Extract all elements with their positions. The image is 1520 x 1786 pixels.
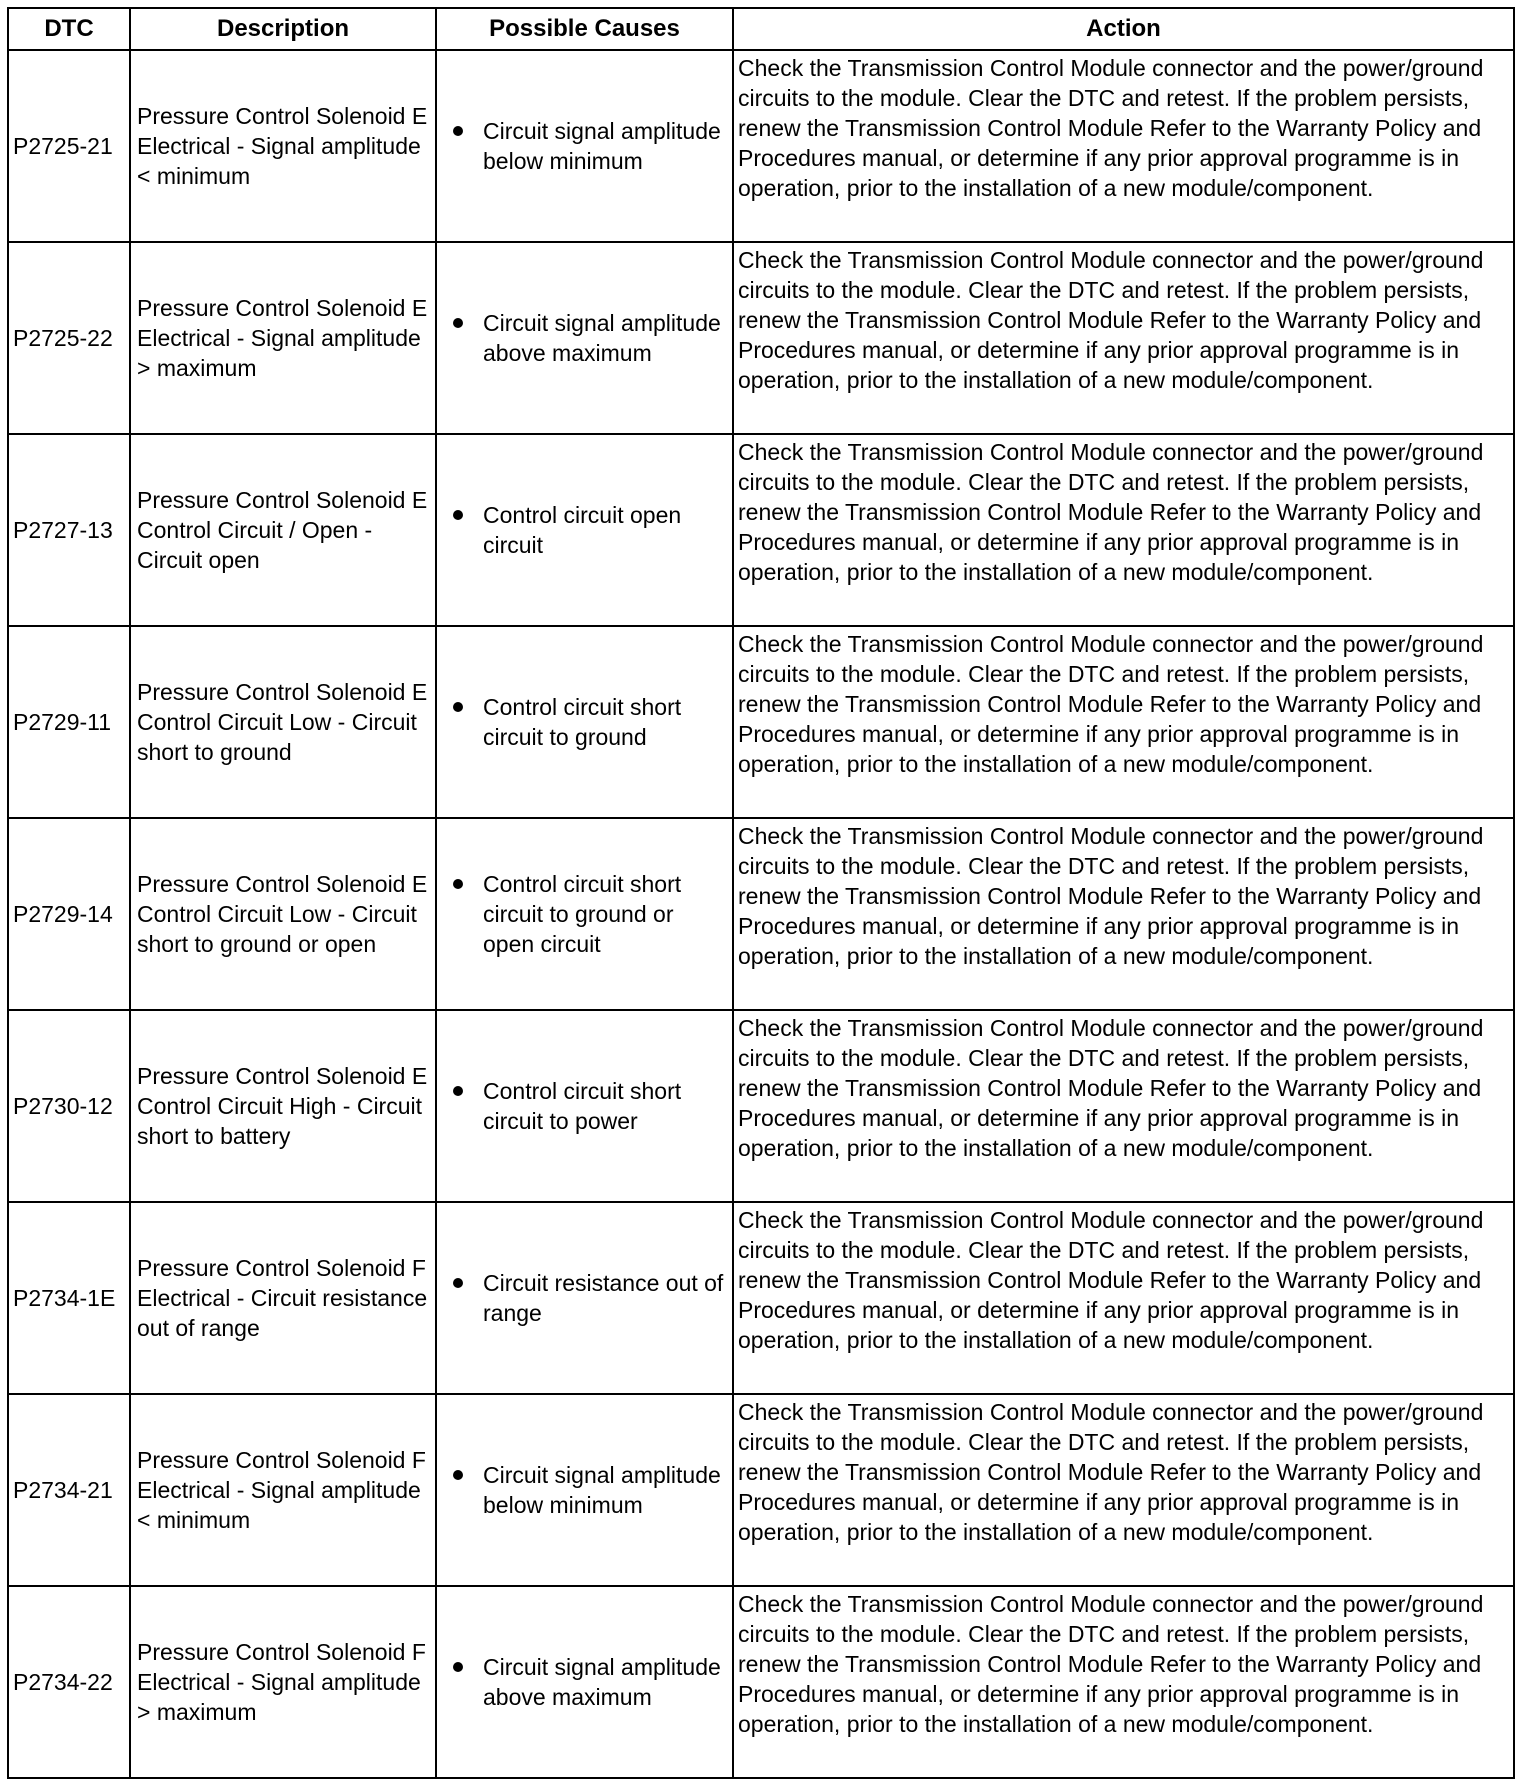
dtc-description: Pressure Control Solenoid F Electrical - Circuit resistance out of range <box>130 1202 436 1394</box>
dtc-code: P2727-13 <box>8 434 130 626</box>
action-text: Check the Transmission Control Module connector and the power/ground circuits to the module. Clear the DTC and retest. If the problem persists, renew the Transmission Control Module Refer to the Warranty Policy and Procedures manual, or determine if any prior approval programme is in operation, prior to the installation of a new module/component. <box>738 439 1484 585</box>
dtc-code: P2725-21 <box>8 50 130 242</box>
dtc-code: P2729-14 <box>8 818 130 1010</box>
table-row <box>8 818 1514 1010</box>
bullet-icon <box>453 126 463 136</box>
action-text: Check the Transmission Control Module connector and the power/ground circuits to the module. Clear the DTC and retest. If the problem persists, renew the Transmission Control Module Refer to the Warranty Policy and Procedures manual, or determine if any prior approval programme is in operation, prior to the installation of a new module/component. <box>738 823 1484 969</box>
table-row <box>8 242 1514 434</box>
table-row <box>8 1202 1514 1394</box>
action-cell <box>733 626 1514 818</box>
possible-cause-cell <box>436 1586 733 1778</box>
bullet-icon <box>453 879 463 889</box>
bullet-icon <box>453 1662 463 1672</box>
possible-cause-cell <box>436 818 733 1010</box>
dtc-description: Pressure Control Solenoid E Electrical - Signal amplitude > maximum <box>130 242 436 434</box>
action-cell <box>733 1202 1514 1394</box>
action-cell <box>733 1586 1514 1778</box>
action-text: Check the Transmission Control Module connector and the power/ground circuits to the module. Clear the DTC and retest. If the problem persists, renew the Transmission Control Module Refer to the Warranty Policy and Procedures manual, or determine if any prior approval programme is in operation, prior to the installation of a new module/component. <box>738 247 1484 393</box>
dtc-description: Pressure Control Solenoid F Electrical - Signal amplitude < minimum <box>130 1394 436 1586</box>
action-cell <box>733 818 1514 1010</box>
dtc-description: Pressure Control Solenoid F Electrical - Signal amplitude > maximum <box>130 1586 436 1778</box>
cause-text: Control circuit short circuit to ground or open circuit <box>483 871 682 957</box>
table-row <box>8 50 1514 242</box>
table-row <box>8 1586 1514 1778</box>
dtc-description: Pressure Control Solenoid E Control Circuit / Open - Circuit open <box>130 434 436 626</box>
cause-item <box>453 1268 728 1328</box>
dtc-description: Pressure Control Solenoid E Electrical - Signal amplitude < minimum <box>130 50 436 242</box>
possible-cause-cell <box>436 1010 733 1202</box>
cause-text: Circuit signal amplitude below minimum <box>483 1462 721 1518</box>
table-body <box>8 50 1514 1778</box>
table-row <box>8 434 1514 626</box>
header-possible-causes: Possible Causes <box>436 8 733 50</box>
cause-text: Control circuit short circuit to ground <box>483 694 682 750</box>
action-cell <box>733 242 1514 434</box>
possible-cause-cell <box>436 1202 733 1394</box>
bullet-icon <box>453 510 463 520</box>
bullet-icon <box>453 702 463 712</box>
header-dtc: DTC <box>8 8 130 50</box>
bullet-icon <box>453 318 463 328</box>
dtc-code: P2729-11 <box>8 626 130 818</box>
bullet-icon <box>453 1470 463 1480</box>
bullet-icon <box>453 1086 463 1096</box>
cause-text: Control circuit open circuit <box>483 502 682 558</box>
dtc-description: Pressure Control Solenoid E Control Circuit Low - Circuit short to ground <box>130 626 436 818</box>
cause-item <box>453 1076 728 1136</box>
dtc-code: P2725-22 <box>8 242 130 434</box>
cause-text: Control circuit short circuit to power <box>483 1078 682 1134</box>
dtc-description: Pressure Control Solenoid E Control Circuit High - Circuit short to battery <box>130 1010 436 1202</box>
action-cell <box>733 1394 1514 1586</box>
table-row <box>8 1010 1514 1202</box>
cause-item <box>453 692 728 752</box>
dtc-code: P2734-22 <box>8 1586 130 1778</box>
cause-item <box>453 869 728 959</box>
table-header <box>8 8 1514 50</box>
cause-item <box>453 116 728 176</box>
action-text: Check the Transmission Control Module connector and the power/ground circuits to the module. Clear the DTC and retest. If the problem persists, renew the Transmission Control Module Refer to the Warranty Policy and Procedures manual, or determine if any prior approval programme is in operation, prior to the installation of a new module/component. <box>738 631 1484 777</box>
header-description: Description <box>130 8 436 50</box>
action-cell <box>733 50 1514 242</box>
dtc-table <box>7 7 1515 1779</box>
action-cell <box>733 1010 1514 1202</box>
cause-item <box>453 1652 728 1712</box>
dtc-code: P2730-12 <box>8 1010 130 1202</box>
header-action: Action <box>733 8 1514 50</box>
possible-cause-cell <box>436 434 733 626</box>
cause-item <box>453 500 728 560</box>
cause-text: Circuit signal amplitude above maximum <box>483 1654 721 1710</box>
bullet-icon <box>453 1278 463 1288</box>
header-row <box>8 8 1514 50</box>
cause-text: Circuit signal amplitude above maximum <box>483 310 721 366</box>
cause-item <box>453 1460 728 1520</box>
table-row <box>8 1394 1514 1586</box>
action-cell <box>733 434 1514 626</box>
cause-text: Circuit resistance out of range <box>483 1270 724 1326</box>
action-text: Check the Transmission Control Module connector and the power/ground circuits to the module. Clear the DTC and retest. If the problem persists, renew the Transmission Control Module Refer to the Warranty Policy and Procedures manual, or determine if any prior approval programme is in operation, prior to the installation of a new module/component. <box>738 1015 1484 1161</box>
possible-cause-cell <box>436 50 733 242</box>
dtc-code: P2734-1E <box>8 1202 130 1394</box>
action-text: Check the Transmission Control Module connector and the power/ground circuits to the module. Clear the DTC and retest. If the problem persists, renew the Transmission Control Module Refer to the Warranty Policy and Procedures manual, or determine if any prior approval programme is in operation, prior to the installation of a new module/component. <box>738 1591 1484 1737</box>
cause-item <box>453 308 728 368</box>
action-text: Check the Transmission Control Module connector and the power/ground circuits to the module. Clear the DTC and retest. If the problem persists, renew the Transmission Control Module Refer to the Warranty Policy and Procedures manual, or determine if any prior approval programme is in operation, prior to the installation of a new module/component. <box>738 1399 1484 1545</box>
dtc-description: Pressure Control Solenoid E Control Circuit Low - Circuit short to ground or open <box>130 818 436 1010</box>
table-row <box>8 626 1514 818</box>
possible-cause-cell <box>436 626 733 818</box>
action-text: Check the Transmission Control Module connector and the power/ground circuits to the module. Clear the DTC and retest. If the problem persists, renew the Transmission Control Module Refer to the Warranty Policy and Procedures manual, or determine if any prior approval programme is in operation, prior to the installation of a new module/component. <box>738 1207 1484 1353</box>
dtc-code: P2734-21 <box>8 1394 130 1586</box>
action-text: Check the Transmission Control Module connector and the power/ground circuits to the module. Clear the DTC and retest. If the problem persists, renew the Transmission Control Module Refer to the Warranty Policy and Procedures manual, or determine if any prior approval programme is in operation, prior to the installation of a new module/component. <box>738 55 1484 201</box>
cause-text: Circuit signal amplitude below minimum <box>483 118 721 174</box>
possible-cause-cell <box>436 1394 733 1586</box>
possible-cause-cell <box>436 242 733 434</box>
